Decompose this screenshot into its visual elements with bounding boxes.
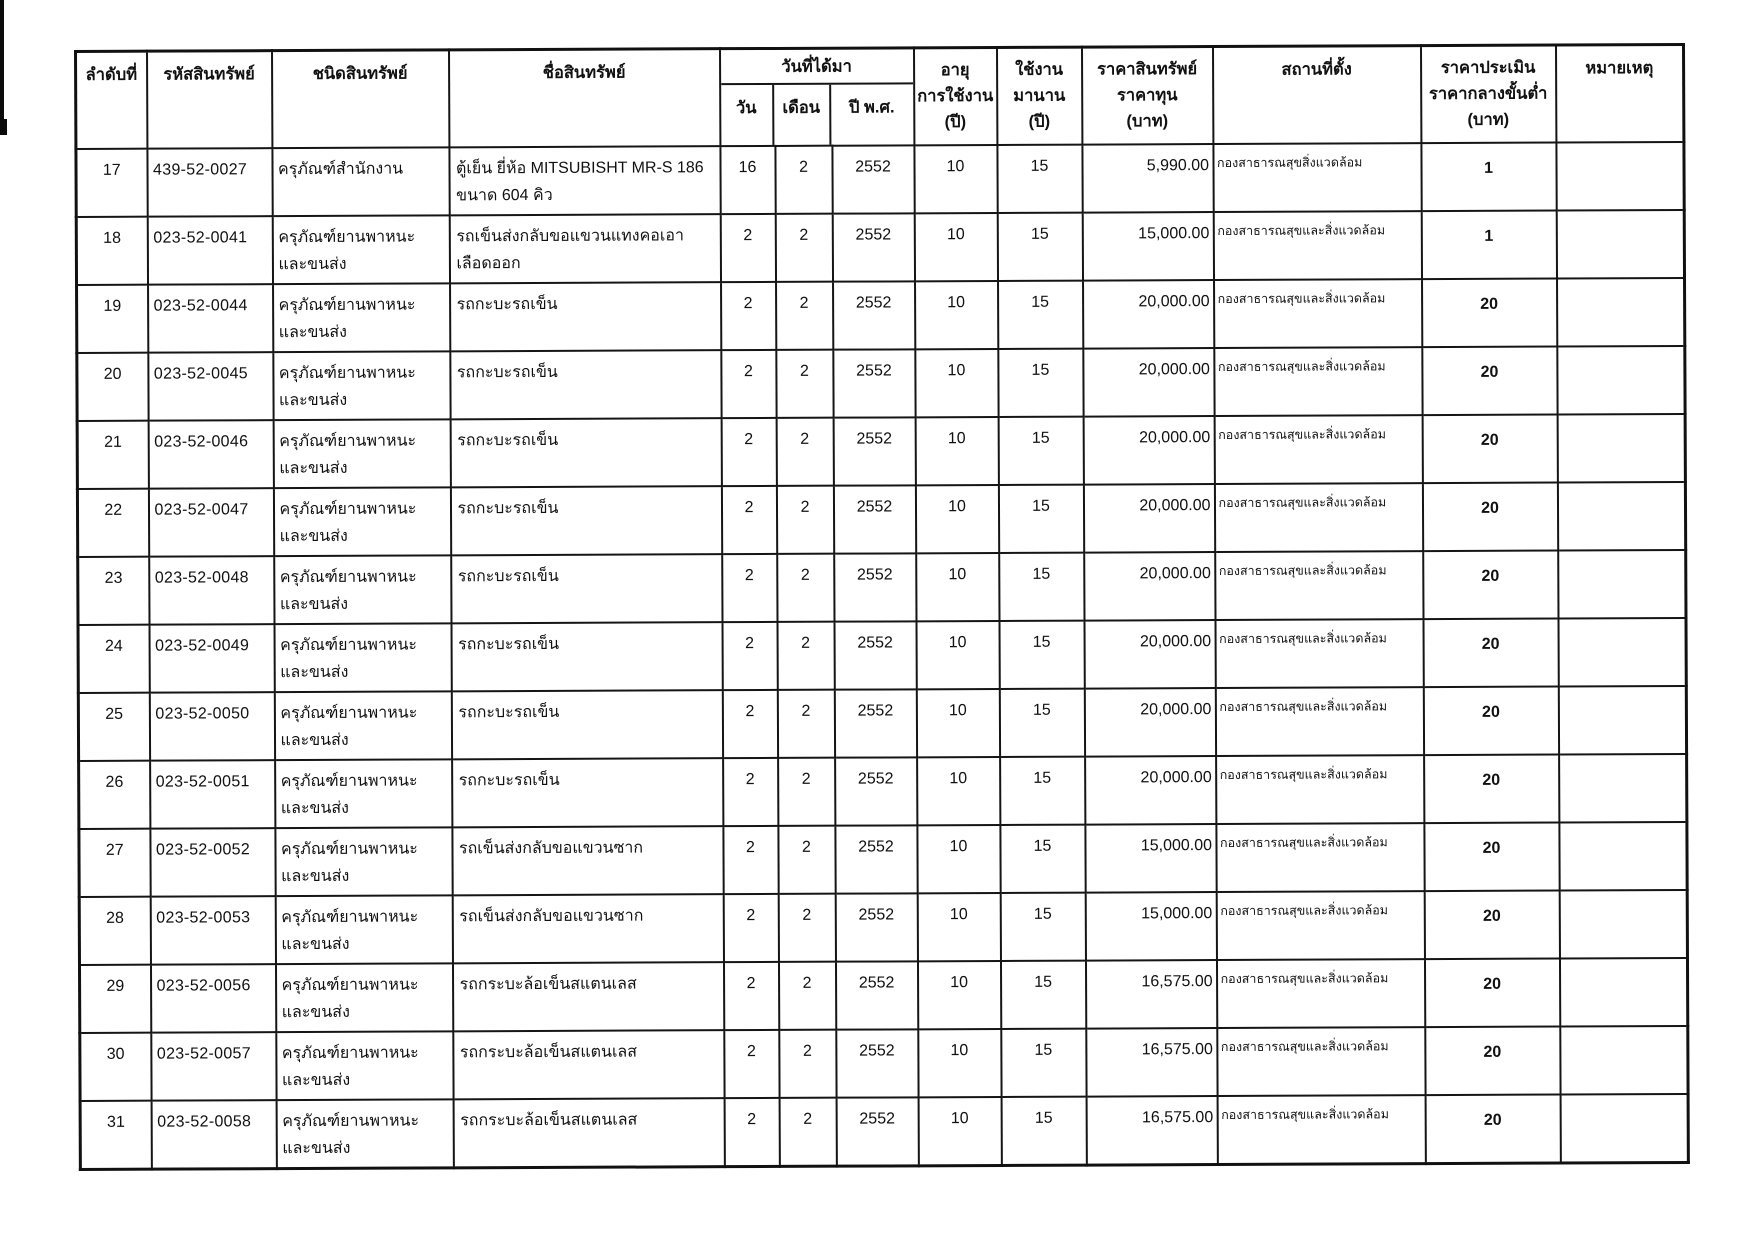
cell-cost-price: 20,000.00 (1083, 280, 1214, 349)
cell-years-used: 15 (998, 349, 1083, 417)
col-header-name-label: ชื่อสินทรัพย์ (542, 63, 626, 82)
cell-note (1556, 210, 1684, 279)
cell-row-number: 26 (79, 761, 150, 829)
cell-acquired-year: 2552 (834, 553, 916, 621)
cell-note (1558, 550, 1686, 619)
cell-cost-price: 20,000.00 (1083, 484, 1214, 553)
cell-service-life: 10 (916, 621, 999, 689)
cell-appraisal-price: 20 (1425, 1027, 1560, 1096)
cell-cost-price: 16,575.00 (1086, 1096, 1217, 1165)
cell-acquired-day: 2 (722, 554, 777, 622)
cell-years-used: 15 (999, 689, 1084, 757)
table-row (79, 754, 1687, 829)
cell-service-life: 10 (914, 145, 997, 213)
cell-service-life: 10 (918, 961, 1001, 1029)
cell-years-used: 15 (1001, 961, 1086, 1029)
cell-location: กองสาธารณสุขและสิ่งแวดล้อม (1215, 619, 1423, 688)
col-header-month: เดือน (774, 85, 831, 145)
cell-service-life: 10 (916, 689, 999, 757)
cell-years-used: 15 (998, 417, 1083, 485)
cell-asset-type: ครุภัณฑ์ยานพาหนะ และขนส่ง (276, 1031, 453, 1100)
cell-acquired-year: 2552 (835, 961, 917, 1029)
col-header-name (449, 49, 720, 148)
col-header-life (914, 47, 997, 145)
cell-appraisal-price: 20 (1422, 483, 1557, 552)
cell-acquired-day: 2 (724, 1098, 779, 1166)
cell-appraisal-price: 20 (1424, 755, 1559, 824)
cell-asset-name: รถกระบะล้อเข็นสแตนเลส (453, 1030, 724, 1099)
col-header-note-label: หมายเหตุ (1585, 59, 1654, 78)
table-row (80, 1026, 1688, 1101)
table-row (79, 958, 1687, 1033)
cell-cost-price: 20,000.00 (1084, 620, 1215, 689)
cell-asset-name: รถเข็นส่งกลับขอแขวนแทงคอเอา เลือดออก (449, 214, 720, 283)
scan-artifact-left-bar (0, 0, 4, 119)
cell-appraisal-price: 20 (1423, 551, 1558, 620)
cell-acquired-year: 2552 (834, 689, 916, 757)
cell-asset-code: 023-52-0058 (151, 1100, 276, 1169)
cell-asset-type: ครุภัณฑ์ยานพาหนะ และขนส่ง (275, 759, 452, 828)
col-header-code (147, 51, 272, 149)
cell-appraisal-price: 20 (1425, 1095, 1560, 1164)
cell-row-number: 28 (79, 897, 150, 965)
cell-acquired-month: 2 (776, 350, 833, 418)
cell-row-number: 24 (78, 625, 149, 693)
cell-acquired-day: 2 (723, 758, 778, 826)
cell-asset-type: ครุภัณฑ์ยานพาหนะ และขนส่ง (275, 895, 452, 964)
cell-acquired-month: 2 (777, 554, 834, 622)
table-row (77, 346, 1685, 421)
cell-acquired-day: 2 (721, 282, 776, 350)
cell-row-number: 31 (80, 1101, 151, 1169)
cell-acquired-month: 2 (778, 758, 835, 826)
cell-asset-name: รถกะบะรถเข็น (452, 758, 723, 827)
cell-service-life: 10 (915, 417, 998, 485)
cell-cost-price: 20,000.00 (1084, 552, 1215, 621)
cell-appraisal-price: 20 (1424, 823, 1559, 892)
cell-row-number: 20 (77, 353, 148, 421)
col-header-life-line2: การใช้งาน (917, 86, 994, 106)
cell-asset-code: 023-52-0056 (150, 964, 275, 1033)
cell-row-number: 21 (77, 421, 148, 489)
cell-years-used: 15 (1000, 757, 1085, 825)
asset-table-wrapper (74, 43, 1690, 1171)
cell-asset-name: รถกระบะล้อเข็นสแตนเลส (453, 1098, 724, 1167)
cell-asset-type: ครุภัณฑ์สำนักงาน (272, 147, 449, 216)
cell-row-number: 18 (76, 217, 147, 285)
cell-asset-type: ครุภัณฑ์ยานพาหนะ และขนส่ง (275, 963, 452, 1032)
cell-service-life: 10 (914, 213, 997, 281)
cell-asset-type: ครุภัณฑ์ยานพาหนะ และขนส่ง (275, 827, 452, 896)
cell-note (1560, 1094, 1688, 1163)
cell-location: กองสาธารณสุขและสิ่งแวดล้อม (1217, 1095, 1425, 1164)
cell-note (1559, 822, 1687, 891)
cell-asset-code: 023-52-0057 (151, 1032, 276, 1101)
date-subheaders (721, 84, 913, 145)
col-header-used-line2: มานาน (1013, 86, 1066, 105)
cell-asset-type: ครุภัณฑ์ยานพาหนะ และขนส่ง (276, 1099, 453, 1168)
cell-service-life: 10 (917, 893, 1000, 961)
col-header-year: ปี พ.ศ. (848, 98, 895, 117)
cell-acquired-year: 2552 (833, 417, 915, 485)
cell-cost-price: 20,000.00 (1084, 688, 1215, 757)
cell-location: กองสาธารณสุขและสิ่งแวดล้อม (1216, 755, 1424, 824)
cell-service-life: 10 (915, 349, 998, 417)
cell-row-number: 25 (78, 693, 149, 761)
date-group-label: วันที่ได้มา (721, 49, 913, 85)
cell-asset-name: รถกะบะรถเข็น (450, 282, 721, 351)
cell-asset-type: ครุภัณฑ์ยานพาหนะ และขนส่ง (273, 487, 450, 556)
cell-location: กองสาธารณสุขและสิ่งแวดล้อม (1214, 415, 1422, 484)
cell-service-life: 10 (917, 825, 1000, 893)
cell-acquired-year: 2552 (835, 893, 917, 961)
cell-acquired-year: 2552 (833, 349, 915, 417)
col-header-day: วัน (721, 85, 774, 145)
cell-note (1559, 754, 1687, 823)
col-header-code-label: รหัสสินทรัพย์ (163, 65, 255, 84)
col-header-location (1213, 46, 1421, 144)
cell-location: กองสาธารณสุขและสิ่งแวดล้อม (1214, 483, 1422, 552)
cell-cost-price: 15,000.00 (1085, 824, 1216, 893)
col-header-date-group (720, 48, 914, 146)
cell-appraisal-price: 20 (1424, 891, 1559, 960)
cell-service-life: 10 (915, 281, 998, 349)
cell-asset-type: ครุภัณฑ์ยานพาหนะ และขนส่ง (273, 419, 450, 488)
cell-asset-name: รถกระบะล้อเข็นสแตนเลส (452, 962, 723, 1031)
col-header-life-line3: (ปี) (944, 113, 967, 132)
cell-row-number: 17 (76, 149, 147, 217)
cell-service-life: 10 (916, 553, 999, 621)
cell-asset-name: รถกะบะรถเข็น (450, 486, 721, 555)
table-header (76, 44, 1684, 149)
cell-note (1558, 686, 1686, 755)
cell-years-used: 15 (998, 281, 1083, 349)
cell-asset-code: 023-52-0051 (150, 760, 275, 829)
cell-years-used: 15 (1001, 1097, 1086, 1165)
cell-acquired-month: 2 (778, 894, 835, 962)
cell-acquired-day: 2 (722, 622, 777, 690)
cell-acquired-year: 2552 (832, 145, 914, 213)
cell-cost-price: 16,575.00 (1086, 1028, 1217, 1097)
cell-acquired-day: 2 (721, 350, 776, 418)
cell-asset-name: รถกะบะรถเข็น (451, 554, 722, 623)
cell-acquired-month: 2 (778, 826, 835, 894)
cell-years-used: 15 (997, 145, 1082, 213)
cell-location: กองสาธารณสุขและสิ่งแวดล้อม (1217, 1027, 1425, 1096)
table-row (77, 278, 1685, 353)
cell-acquired-month: 2 (779, 1098, 836, 1166)
col-header-cost (1082, 47, 1213, 145)
cell-asset-name: รถกะบะรถเข็น (450, 418, 721, 487)
cell-asset-name: รถกะบะรถเข็น (451, 690, 722, 759)
table-row (80, 1094, 1688, 1169)
cell-acquired-day: 2 (723, 962, 778, 1030)
cell-asset-name: รถเข็นส่งกลับขอแขวนซาก (452, 894, 723, 963)
col-header-appraisal-line3: (บาท) (1467, 110, 1510, 129)
cell-acquired-month: 2 (778, 962, 835, 1030)
cell-note (1557, 346, 1685, 415)
cell-location: กองสาธารณสุขและสิ่งแวดล้อม (1216, 891, 1424, 960)
cell-asset-code: 023-52-0049 (149, 624, 274, 693)
cell-years-used: 15 (1001, 1029, 1086, 1097)
col-header-life-line1: อายุ (940, 61, 970, 80)
cell-years-used: 15 (1000, 893, 1085, 961)
cell-asset-type: ครุภัณฑ์ยานพาหนะ และขนส่ง (272, 215, 449, 284)
cell-years-used: 15 (999, 621, 1084, 689)
col-header-cost-line1: ราคาสินทรัพย์ (1097, 60, 1198, 79)
cell-years-used: 15 (1000, 825, 1085, 893)
cell-appraisal-price: 20 (1423, 687, 1558, 756)
cell-cost-price: 20,000.00 (1085, 756, 1216, 825)
col-header-type-label: ชนิดสินทรัพย์ (312, 64, 408, 83)
cell-location: กองสาธารณสุขสิ่งแวดล้อม (1213, 143, 1421, 212)
cell-cost-price: 15,000.00 (1082, 212, 1213, 281)
cell-asset-type: ครุภัณฑ์ยานพาหนะ และขนส่ง (274, 555, 451, 624)
cell-asset-type: ครุภัณฑ์ยานพาหนะ และขนส่ง (273, 283, 450, 352)
table-row (78, 618, 1686, 693)
table-row (78, 550, 1686, 625)
cell-service-life: 10 (915, 485, 998, 553)
cell-asset-type: ครุภัณฑ์ยานพาหนะ และขนส่ง (273, 351, 450, 420)
cell-note (1559, 890, 1687, 959)
cell-row-number: 22 (77, 489, 148, 557)
cell-row-number: 27 (79, 829, 150, 897)
cell-asset-code: 439-52-0027 (147, 148, 272, 217)
asset-register-table (74, 43, 1690, 1171)
cell-appraisal-price: 1 (1421, 211, 1556, 280)
cell-location: กองสาธารณสุขและสิ่งแวดล้อม (1214, 279, 1422, 348)
cell-acquired-year: 2552 (833, 281, 915, 349)
cell-acquired-day: 16 (720, 146, 775, 214)
cell-acquired-day: 2 (720, 214, 775, 282)
cell-row-number: 30 (80, 1033, 151, 1101)
cell-note (1557, 482, 1685, 551)
table-row (78, 686, 1686, 761)
cell-acquired-day: 2 (723, 894, 778, 962)
cell-years-used: 15 (998, 485, 1083, 553)
cell-cost-price: 20,000.00 (1083, 348, 1214, 417)
table-row (77, 482, 1685, 557)
cell-cost-price: 16,575.00 (1086, 960, 1217, 1029)
cell-acquired-year: 2552 (834, 621, 916, 689)
cell-note (1558, 618, 1686, 687)
cell-row-number: 29 (79, 965, 150, 1033)
cell-cost-price: 5,990.00 (1082, 144, 1213, 213)
cell-note (1557, 278, 1685, 347)
table-row (76, 142, 1684, 217)
cell-location: กองสาธารณสุขและสิ่งแวดล้อม (1215, 687, 1423, 756)
cell-note (1556, 142, 1684, 211)
cell-location: กองสาธารณสุขและสิ่งแวดล้อม (1216, 823, 1424, 892)
cell-acquired-year: 2552 (833, 485, 915, 553)
cell-location: กองสาธารณสุขและสิ่งแวดล้อม (1215, 551, 1423, 620)
cell-note (1560, 1026, 1688, 1095)
cell-asset-type: ครุภัณฑ์ยานพาหนะ และขนส่ง (274, 623, 451, 692)
cell-acquired-month: 2 (776, 418, 833, 486)
cell-asset-code: 023-52-0050 (149, 692, 274, 761)
cell-row-number: 23 (78, 557, 149, 625)
cell-service-life: 10 (918, 1029, 1001, 1097)
cell-acquired-month: 2 (777, 690, 834, 758)
cell-appraisal-price: 20 (1422, 279, 1557, 348)
col-header-used (997, 47, 1082, 145)
cell-acquired-day: 2 (724, 1030, 779, 1098)
cell-years-used: 15 (999, 553, 1084, 621)
cell-acquired-day: 2 (722, 690, 777, 758)
cell-acquired-day: 2 (721, 418, 776, 486)
cell-service-life: 10 (917, 757, 1000, 825)
col-header-appraisal (1421, 45, 1556, 143)
col-header-location-label: สถานที่ตั้ง (1281, 60, 1352, 79)
table-row (76, 210, 1684, 285)
col-header-used-line1: ใช้งาน (1015, 60, 1064, 79)
cell-asset-code: 023-52-0045 (148, 352, 273, 421)
cell-asset-type: ครุภัณฑ์ยานพาหนะ และขนส่ง (274, 691, 451, 760)
cell-acquired-month: 2 (776, 486, 833, 554)
col-header-appraisal-line2: ราคากลางขั้นต่ำ (1428, 84, 1548, 104)
cell-acquired-month: 2 (779, 1030, 836, 1098)
cell-appraisal-price: 20 (1422, 415, 1557, 484)
cell-note (1557, 414, 1685, 483)
cell-asset-code: 023-52-0048 (149, 556, 274, 625)
cell-acquired-year: 2552 (835, 757, 917, 825)
cell-row-number: 19 (77, 285, 148, 353)
cell-appraisal-price: 20 (1422, 347, 1557, 416)
cell-location: กองสาธารณสุขและสิ่งแวดล้อม (1213, 211, 1421, 280)
cell-acquired-year: 2552 (835, 825, 917, 893)
cell-cost-price: 20,000.00 (1083, 416, 1214, 485)
cell-note (1560, 958, 1688, 1027)
col-header-no (76, 51, 147, 149)
cell-acquired-year: 2552 (836, 1029, 918, 1097)
col-header-type (272, 50, 449, 148)
cell-asset-name: รถกะบะรถเข็น (451, 622, 722, 691)
cell-years-used: 15 (997, 213, 1082, 281)
scan-artifact-left-blob (0, 119, 7, 135)
cell-service-life: 10 (918, 1097, 1001, 1165)
cell-asset-code: 023-52-0053 (150, 896, 275, 965)
cell-acquired-year: 2552 (836, 1097, 918, 1165)
table-row (79, 890, 1687, 965)
cell-acquired-month: 2 (776, 282, 833, 350)
cell-location: กองสาธารณสุขและสิ่งแวดล้อม (1217, 959, 1425, 1028)
cell-asset-name: รถเข็นส่งกลับขอแขวนซาก (452, 826, 723, 895)
cell-asset-code: 023-52-0044 (148, 284, 273, 353)
cell-asset-code: 023-52-0046 (148, 420, 273, 489)
cell-appraisal-price: 1 (1421, 143, 1556, 212)
cell-asset-name: ตู้เย็น ยี่ห้อ MITSUBISHT MR-S 186 ขนาด 604 คิว (449, 146, 720, 215)
cell-asset-code: 023-52-0041 (147, 216, 272, 285)
cell-acquired-day: 2 (721, 486, 776, 554)
table-body (76, 142, 1688, 1169)
col-header-cost-line2: ราคาทุน (1116, 86, 1178, 105)
table-row (77, 414, 1685, 489)
cell-appraisal-price: 20 (1425, 959, 1560, 1028)
col-header-appraisal-line1: ราคาประเมิน (1440, 58, 1536, 78)
cell-location: กองสาธารณสุขและสิ่งแวดล้อม (1214, 347, 1422, 416)
cell-cost-price: 15,000.00 (1085, 892, 1216, 961)
col-header-cost-line3: (บาท) (1126, 112, 1169, 131)
table-row (79, 822, 1687, 897)
cell-acquired-month: 2 (775, 214, 832, 282)
cell-acquired-day: 2 (723, 826, 778, 894)
col-header-used-line3: (ปี) (1028, 112, 1051, 131)
cell-acquired-year: 2552 (832, 213, 914, 281)
cell-acquired-month: 2 (775, 146, 832, 214)
col-header-note (1556, 44, 1684, 142)
cell-asset-name: รถกะบะรถเข็น (450, 350, 721, 419)
cell-asset-code: 023-52-0047 (148, 488, 273, 557)
cell-appraisal-price: 20 (1423, 619, 1558, 688)
col-header-no-label: ลำดับที่ (85, 65, 138, 84)
cell-asset-code: 023-52-0052 (150, 828, 275, 897)
cell-acquired-month: 2 (777, 622, 834, 690)
